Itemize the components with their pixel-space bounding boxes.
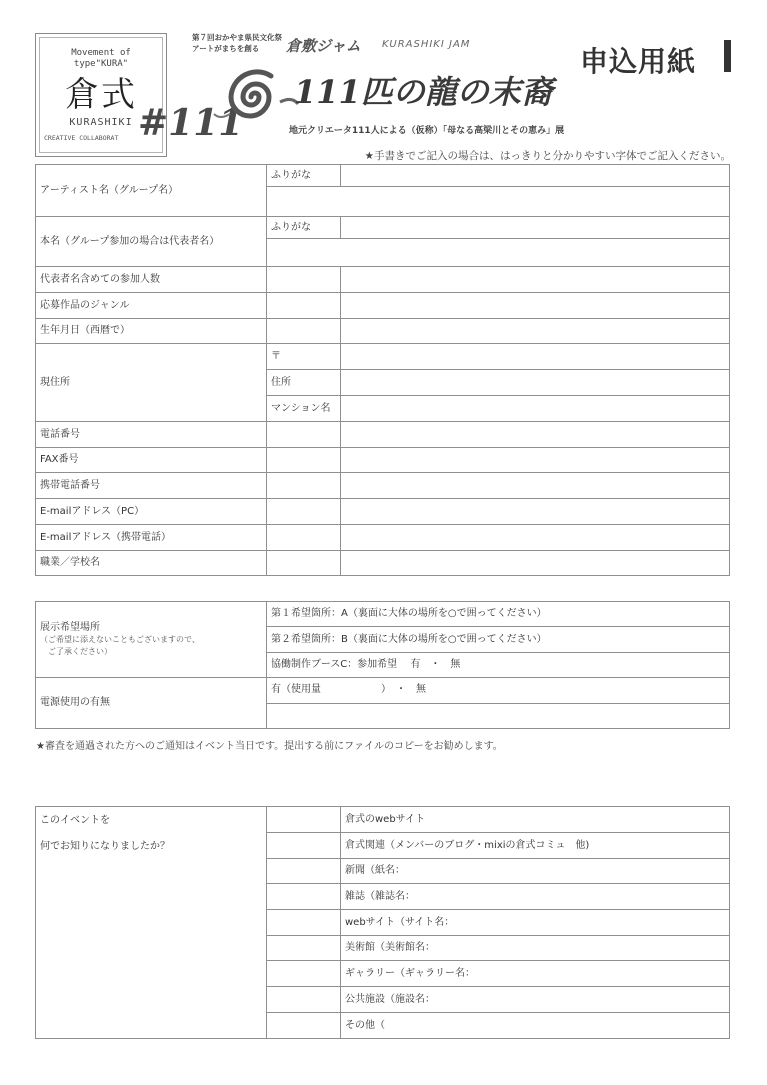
participants-field-a[interactable]	[267, 267, 341, 293]
furigana-label: ふりがな	[267, 217, 341, 239]
genre-field-b[interactable]	[341, 293, 730, 319]
mobile-field-b[interactable]	[341, 473, 730, 499]
email-mobile-label: E-mailアドレス（携帯電話）	[36, 525, 267, 551]
address-sub-label: 住所	[267, 370, 341, 396]
logo-movement-text	[36, 48, 166, 70]
power-blank-field[interactable]	[267, 704, 730, 729]
mansion-label: マンション名	[267, 396, 341, 422]
source-option: 公共施設（施設名：	[341, 987, 730, 1013]
source-option: 美術館（美術館名：	[341, 936, 730, 961]
furigana-label: ふりがな	[267, 165, 341, 187]
real-name-field[interactable]	[267, 239, 730, 267]
participants-field-b[interactable]	[341, 267, 730, 293]
source-check-8[interactable]	[267, 1013, 341, 1039]
fax-field-a[interactable]	[267, 448, 341, 473]
screening-notice: ★審査を通過された方へのご通知はイベント当日です。提出する前にファイルのコピーをお勧めします。	[36, 741, 503, 752]
source-option: その他（	[341, 1013, 730, 1039]
logo-kurashiki: KURASHIKI	[69, 117, 133, 128]
source-check-4[interactable]	[267, 910, 341, 936]
source-check-6[interactable]	[267, 961, 341, 987]
art-line: アートがまちを創る	[192, 44, 260, 53]
location-label-cell	[36, 602, 267, 678]
occupation-field-a[interactable]	[267, 551, 341, 576]
source-option: 倉式のwebサイト	[341, 807, 730, 833]
source-option: 雑誌（雑誌名：	[341, 884, 730, 910]
source-check-2[interactable]	[267, 859, 341, 884]
hash-111: #111	[138, 102, 244, 144]
genre-field-a[interactable]	[267, 293, 341, 319]
source-check-3[interactable]	[267, 884, 341, 910]
source-check-1[interactable]	[267, 833, 341, 859]
source-option: 新聞（紙名：	[341, 859, 730, 884]
source-option: webサイト（サイト名：	[341, 910, 730, 936]
tagline: 地元クリエータ111人による（仮称）「母なる高梁川とその恵み」展	[289, 126, 565, 136]
form-label-bar	[724, 40, 731, 72]
artist-name-label: アーティスト名（グループ名）	[36, 165, 267, 217]
fax-field-b[interactable]	[341, 448, 730, 473]
occupation-field-b[interactable]	[341, 551, 730, 576]
postal-code-field[interactable]	[341, 344, 730, 370]
email-pc-field-b[interactable]	[341, 499, 730, 525]
address-field[interactable]	[341, 370, 730, 396]
source-question-cell	[36, 807, 267, 1039]
source-question-1: このイベントを	[40, 815, 110, 826]
email-mobile-field-b[interactable]	[341, 525, 730, 551]
logo-movement-line2: type"KURA"	[73, 59, 129, 69]
source-check-7[interactable]	[267, 987, 341, 1013]
birthday-field-b[interactable]	[341, 319, 730, 344]
exhibition-table	[35, 601, 730, 729]
choice-1[interactable]: 第１希望箇所：A（裏面に大体の場所を○で囲ってください）	[267, 602, 730, 627]
mansion-field[interactable]	[341, 396, 730, 422]
phone-field-a[interactable]	[267, 422, 341, 448]
source-check-0[interactable]	[267, 807, 341, 833]
artist-furigana-field[interactable]	[341, 165, 730, 187]
swirl-icon	[210, 62, 300, 132]
genre-label: 応募作品のジャンル	[36, 293, 267, 319]
form-label: 申込用紙	[580, 45, 697, 78]
postal-mark: 〒	[267, 344, 341, 370]
address-label: 現住所	[36, 344, 267, 422]
location-note-2: ご了承ください）	[48, 646, 112, 656]
source-question-2: 何でお知りになりましたか？	[40, 841, 170, 852]
jam-en: KURASHIKI JAM	[382, 39, 471, 50]
logo-collab: CREATIVE COLLABORAT	[44, 134, 119, 142]
handwriting-notice: ★手書きでご記入の場合は、はっきりと分かりやすい字体でご記入ください。	[364, 150, 731, 162]
occupation-label: 職業／学校名	[36, 551, 267, 576]
mobile-label: 携帯電話番号	[36, 473, 267, 499]
power-option[interactable]: 有（使用量 ） ・ 無	[267, 678, 730, 704]
real-name-label: 本名（グループ参加の場合は代表者名）	[36, 217, 267, 267]
jam-title: 倉敷ジャム	[286, 37, 361, 55]
fax-label: FAX番号	[36, 448, 267, 473]
booth-choice[interactable]: 協働制作ブースC：参加希望 有 ・ 無	[267, 653, 730, 678]
birthday-field-a[interactable]	[267, 319, 341, 344]
birthday-label: 生年月日（西暦で）	[36, 319, 267, 344]
applicant-info-table	[35, 164, 730, 576]
location-label: 展示希望場所	[40, 621, 100, 633]
location-note-1: （ご希望に添えないこともございますので、	[40, 634, 200, 644]
main-title: 111匹の龍の末裔	[294, 73, 553, 111]
logo-kanji: 倉式	[65, 75, 137, 115]
email-pc-label: E-mailアドレス（PC）	[36, 499, 267, 525]
source-check-5[interactable]	[267, 936, 341, 961]
source-table	[35, 806, 730, 1039]
real-name-furigana-field[interactable]	[341, 217, 730, 239]
artist-name-field[interactable]	[267, 187, 730, 217]
email-pc-field-a[interactable]	[267, 499, 341, 525]
participants-label: 代表者名含めての参加人数	[36, 267, 267, 293]
phone-label: 電話番号	[36, 422, 267, 448]
mobile-field-a[interactable]	[267, 473, 341, 499]
source-option: ギャラリー（ギャラリー名：	[341, 961, 730, 987]
source-option: 倉式関連（メンバーのブログ・mixiの倉式コミュ 他)	[341, 833, 730, 859]
festival-line: 第７回おかやま県民文化祭	[192, 33, 282, 42]
phone-field-b[interactable]	[341, 422, 730, 448]
logo-movement-line1: Movement of	[71, 48, 131, 58]
email-mobile-field-a[interactable]	[267, 525, 341, 551]
power-label: 電源使用の有無	[36, 678, 267, 729]
choice-2[interactable]: 第２希望箇所：B（裏面に大体の場所を○で囲ってください）	[267, 627, 730, 653]
